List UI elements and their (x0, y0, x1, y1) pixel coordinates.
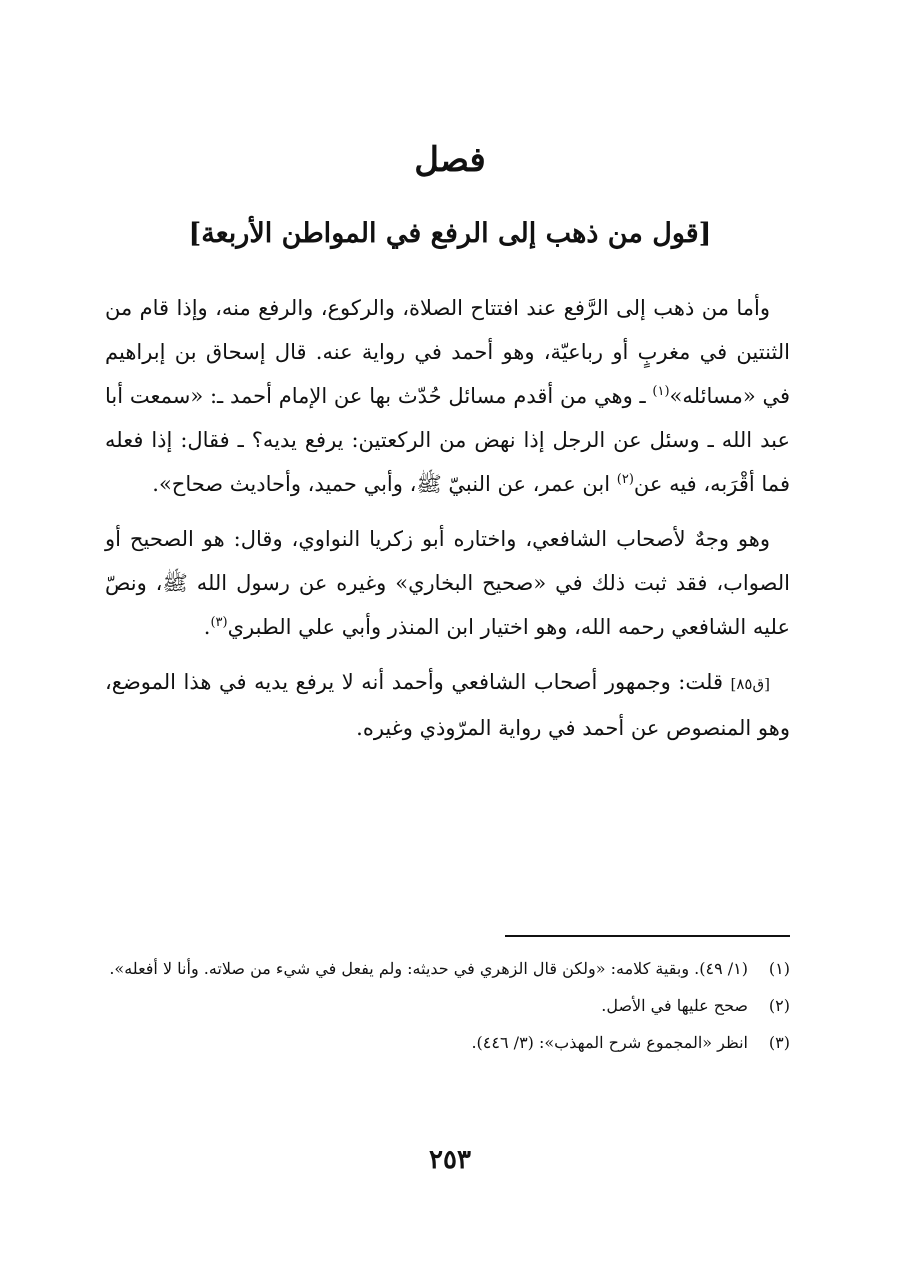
footnote-1 (105, 950, 790, 987)
paragraph-2 (105, 517, 790, 649)
sub-heading: [قول من ذهب إلى الرفع في المواطن الأربعة] (188, 218, 712, 249)
footnote-number: (١) (768, 959, 790, 978)
body-text (105, 286, 790, 761)
paragraph-3 (105, 660, 790, 750)
manuscript-folio-marker: [ق٨٥] (730, 675, 770, 693)
paragraph-1-text-a: وأما من ذهب إلى الرَّفع عند افتتاح الصلاة، والركوع، والرفع منه، وإذا قام من الثنتين في مغربٍ أو رباعيّة، وهو أحمد في رواية عنه. قال إسحاق بن إبراهيم في «مسائله» (105, 296, 790, 408)
footnotes (105, 950, 790, 1061)
footnote-ref-3[interactable]: (٣) (210, 615, 228, 630)
paragraph-2-text-b: . (203, 615, 211, 639)
footnote-number: (٢) (768, 996, 790, 1015)
section-heading: فصل (414, 140, 486, 180)
footnote-number: (٣) (768, 1033, 790, 1052)
footnote-text: (١/ ٤٩). وبقية كلامه: «ولكن قال الزهري في حديثه: ولم يفعل في شيء من صلاته. وأنا لا أفعله». (109, 959, 748, 978)
footnote-ref-1[interactable]: (١) (652, 384, 670, 399)
paragraph-3-text-a: قلت: وجمهور أصحاب الشافعي وأحمد أنه لا يرفع يديه في هذا الموضع، وهو المنصوص عن أحمد في رواية المرّوذي وغيره. (105, 670, 790, 740)
paragraph-2-text-a: وهو وجهٌ لأصحاب الشافعي، واختاره أبو زكريا النواوي، وقال: هو الصحيح أو الصواب، فقد ثبت ذلك في «صحيح البخاري» وغيره عن رسول الله ﷺ، ونصّ عليه الشافعي رحمه الله، وهو اختيار ابن المنذر وأبي علي الطبري (105, 527, 790, 639)
footnote-ref-2[interactable]: (٢) (616, 472, 634, 487)
footnote-2 (105, 987, 790, 1024)
paragraph-1 (105, 286, 790, 506)
footnote-separator (505, 935, 790, 937)
footnote-text: انظر «المجموع شرح المهذب»: (٣/ ٤٤٦). (471, 1033, 748, 1052)
page-number: ٢٥٣ (429, 1145, 471, 1175)
footnote-text: صحح عليها في الأصل. (601, 996, 748, 1015)
footnote-3 (105, 1024, 790, 1061)
paragraph-1-text-c: ابن عمر، عن النبيّ ﷺ، وأبي حميد، وأحاديث صحاح». (152, 472, 617, 496)
paragraph-1-text-b: ـ وهي من أقدم مسائل حُدّث بها عن الإمام أحمد ـ: «سمعت أبا عبد الله ـ وسئل عن الرجل إذا نهض من الركعتين: يرفع يديه؟ ـ فقال: إذا فعله فما أقْرَبه، فيه عن (105, 384, 790, 496)
